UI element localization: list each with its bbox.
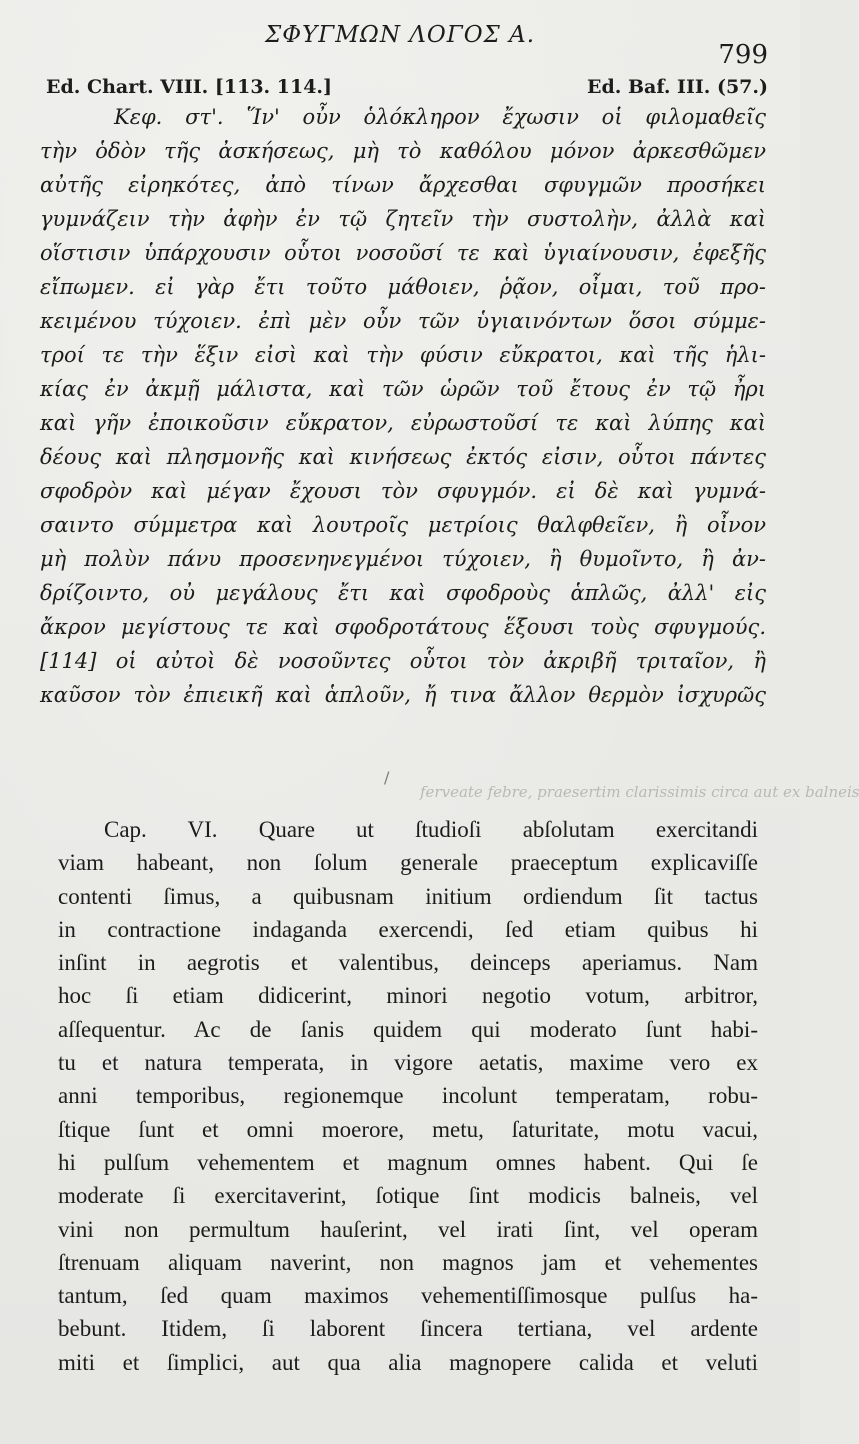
greek-line: σαιντο σύμμετρα καὶ λουτροῖς μετρίοις θαλφθεῖεν, ἢ οἶνον (40, 513, 766, 537)
greek-line: καὶ γῆν ἐποικοῦσιν εὔκρατον, εὐρωστοῦσί τε καὶ λύπης καὶ (40, 411, 766, 435)
latin-line: contenti ſimus, a quibusnam initium ordiendum ſit tactus (58, 883, 758, 909)
greek-line: Κεφ. στ'. Ἵν' οὖν ὁλόκληρον ἔχωσιν οἱ φιλομαθεῖς (114, 105, 766, 129)
edition-reference-right: Ed. Baf. III. (57.) (586, 76, 768, 98)
latin-line: ſtrenuam aliquam naverint, non magnos jam et vehementes (58, 1249, 758, 1275)
greek-line: κειμένου τύχοιεν. ἐπὶ μὲν οὖν τῶν ὑγιαινόντων ὅσοι σύμμε- (40, 309, 766, 333)
latin-line: bebunt. Itidem, ſi laborent ſincera tertiana, vel ardente (58, 1316, 758, 1342)
greek-line: αὐτῆς εἰρηκότες, ἀπὸ τίνων ἄρχεσθαι σφυγμῶν προσήκει (40, 173, 766, 197)
latin-line: moderate ſi exercitaverint, ſotique ſint modicis balneis, vel (58, 1183, 758, 1209)
edition-reference-left: Ed. Chart. VIII. [113. 114.] (46, 76, 333, 98)
greek-line: ἄκρον μεγίστους τε καὶ σφοδροτάτους ἕξουσι τοὺς σφυγμούς. (40, 615, 766, 639)
latin-line: inſint in aegrotis et valentibus, deinceps aperiamus. Nam (58, 950, 758, 976)
latin-line: viam habeant, non ſolum generale praeceptum explicaviſſe (58, 850, 758, 876)
latin-line: tu et natura temperata, in vigore aetatis, maxime vero ex (58, 1050, 758, 1076)
greek-line: σφοδρὸν καὶ μέγαν ἔχουσι τὸν σφυγμόν. εἰ δὲ καὶ γυμνά- (40, 479, 766, 503)
latin-line: ſtique ſunt et omni moerore, metu, ſaturitate, motu vacui, (58, 1116, 758, 1142)
greek-line: καῦσον τὸν ἐπιεικῆ καὶ ἁπλοῦν, ἤ τινα ἄλλον θερμὸν ἰσχυρῶς (40, 683, 766, 707)
greek-line: μὴ πολὺν πάνυ προσενηνεγμένοι τύχοιεν, ἢ θυμοῖντο, ἢ ἀν- (40, 547, 766, 571)
greek-line: γυμνάζειν τὴν ἀφὴν ἐν τῷ ζητεῖν τὴν συστολὴν, ἀλλὰ καὶ (40, 207, 766, 231)
latin-line: vini non permultum hauſerint, vel irati ſint, vel operam (58, 1216, 758, 1242)
greek-line: τροί τε τὴν ἕξιν εἰσὶ καὶ τὴν φύσιν εὔκρατοι, καὶ τῆς ἡλι- (40, 343, 766, 367)
page-number: 799 (718, 40, 768, 70)
latin-line: Cap. VI. Quare ut ſtudioſi abſolutam exercitandi (104, 817, 758, 842)
latin-line: aſſequentur. Ac de ſanis quidem qui moderato ſunt habi- (58, 1016, 758, 1042)
latin-line: hoc ſi etiam didicerint, minori negotio votum, arbitror, (58, 983, 758, 1009)
divider-mark: / (384, 768, 390, 787)
latin-line: in contractione indaganda exercendi, ſed etiam quibus hi (58, 916, 758, 942)
latin-text-block (58, 813, 758, 1379)
greek-line: οἵστισιν ὑπάρχουσιν οὗτοι νοσοῦσί τε καὶ ὑγιαίνουσιν, ἐφεξῆς (40, 241, 766, 265)
latin-line: anni temporibus, regionemque incolunt temperatam, robu- (58, 1083, 758, 1109)
running-head: ΣΦΥΓΜΩΝ ΛΟΓΟΣ Α. (264, 22, 536, 48)
latin-line: miti et ſimplici, aut qua alia magnopere calida et veluti (58, 1349, 758, 1375)
greek-text-block (40, 100, 766, 712)
greek-line: εἴπωμεν. εἰ γὰρ ἔτι τοῦτο μάθοιεν, ῥᾷον, οἶμαι, τοῦ προ- (40, 275, 766, 299)
latin-line: hi pulſum vehementem et magnum omnes habent. Qui ſe (58, 1149, 758, 1175)
greek-line: τὴν ὁδὸν τῆς ἀσκήσεως, μὴ τὸ καθόλου μόνον ἀρκεσθῶμεν (40, 139, 766, 163)
latin-line: tantum, ſed quam maximos vehementiſſimosque pulſus ha- (58, 1283, 758, 1309)
greek-line: κίας ἐν ἀκμῇ μάλιστα, καὶ τῶν ὡρῶν τοῦ ἔτους ἐν τῷ ἦρι (40, 377, 766, 401)
bleed-through-text: ferveate febre, praesertim clarissimis circa aut ex balneis (420, 783, 859, 801)
greek-line: [114] οἱ αὐτοὶ δὲ νοσοῦντες οὗτοι τὸν ἀκριβῆ τριταῖον, ἢ (40, 649, 766, 673)
greek-line: δρίζοιντο, οὐ μεγάλους ἔτι καὶ σφοδροὺς ἁπλῶς, ἀλλ' εἰς (40, 581, 766, 605)
greek-line: δέους καὶ πλησμονῆς καὶ κινήσεως ἐκτός εἰσιν, οὗτοι πάντες (40, 445, 766, 469)
